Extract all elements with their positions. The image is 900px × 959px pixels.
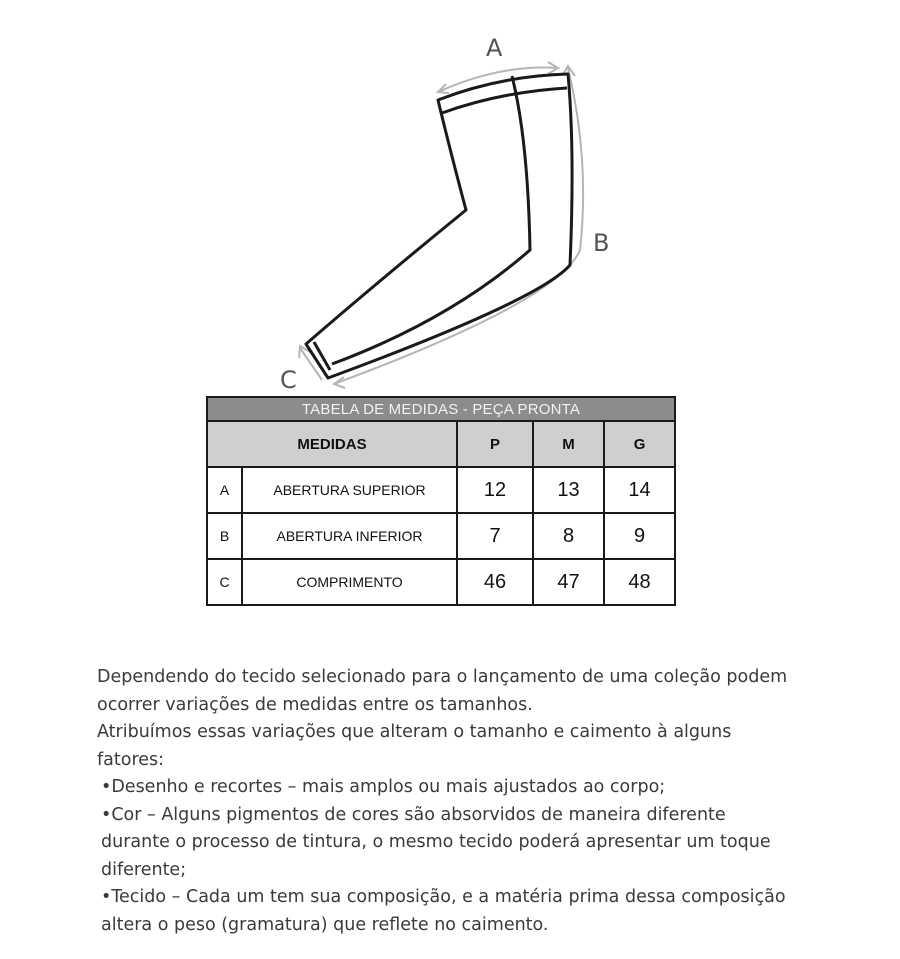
row-letter: A [207,467,242,513]
row-measure-name: ABERTURA SUPERIOR [242,467,457,513]
header-size-m: M [533,421,604,467]
row-letter: B [207,513,242,559]
label-c: C [280,366,297,394]
row-measure-name: ABERTURA INFERIOR [242,513,457,559]
header-size-p: P [457,421,533,467]
cell-value: 14 [604,467,675,513]
cell-value: 13 [533,467,604,513]
bullet-design: •Desenho e recortes – mais amplos ou mais ajustados ao corpo; [101,777,666,797]
table-header-row [207,421,675,467]
bullet-color: •Cor – Alguns pigmentos de cores são absorvidos de maneira diferente durante o processo de tintura, o mesmo tecido poderá apresentar um toque diferente; [101,804,771,880]
cell-value: 9 [604,513,675,559]
table-row [207,513,675,559]
cell-value: 8 [533,513,604,559]
cell-value: 12 [457,467,533,513]
sleeve-outline [306,74,572,378]
header-size-g: G [604,421,675,467]
label-a: A [486,34,503,62]
row-letter: C [207,559,242,605]
notes-paragraph-variations: Dependendo do tecido selecionado para o lançamento de uma coleção podem ocorrer variações de medidas entre os tamanhos. [97,667,788,715]
cell-value: 7 [457,513,533,559]
row-measure-name: COMPRIMENTO [242,559,457,605]
size-table [206,396,676,606]
cell-value: 46 [457,559,533,605]
notes-paragraph-factors: Atribuímos essas variações que alteram o tamanho e caimento à alguns fatores: [97,722,732,770]
notes-section [97,664,797,939]
table-row [207,559,675,605]
table-title: TABELA DE MEDIDAS - PEÇA PRONTA [207,397,675,421]
cell-value: 48 [604,559,675,605]
header-medidas: MEDIDAS [207,421,457,467]
sleeve-diagram [0,0,900,400]
cell-value: 47 [533,559,604,605]
arm-sleeve-illustration [0,0,900,400]
label-b: B [593,229,610,257]
table-title-row [207,397,675,421]
bullet-fabric: •Tecido – Cada um tem sua composição, e a matéria prima dessa composição altera o peso (gramatura) que reflete no caimento. [101,887,786,935]
table-row [207,467,675,513]
